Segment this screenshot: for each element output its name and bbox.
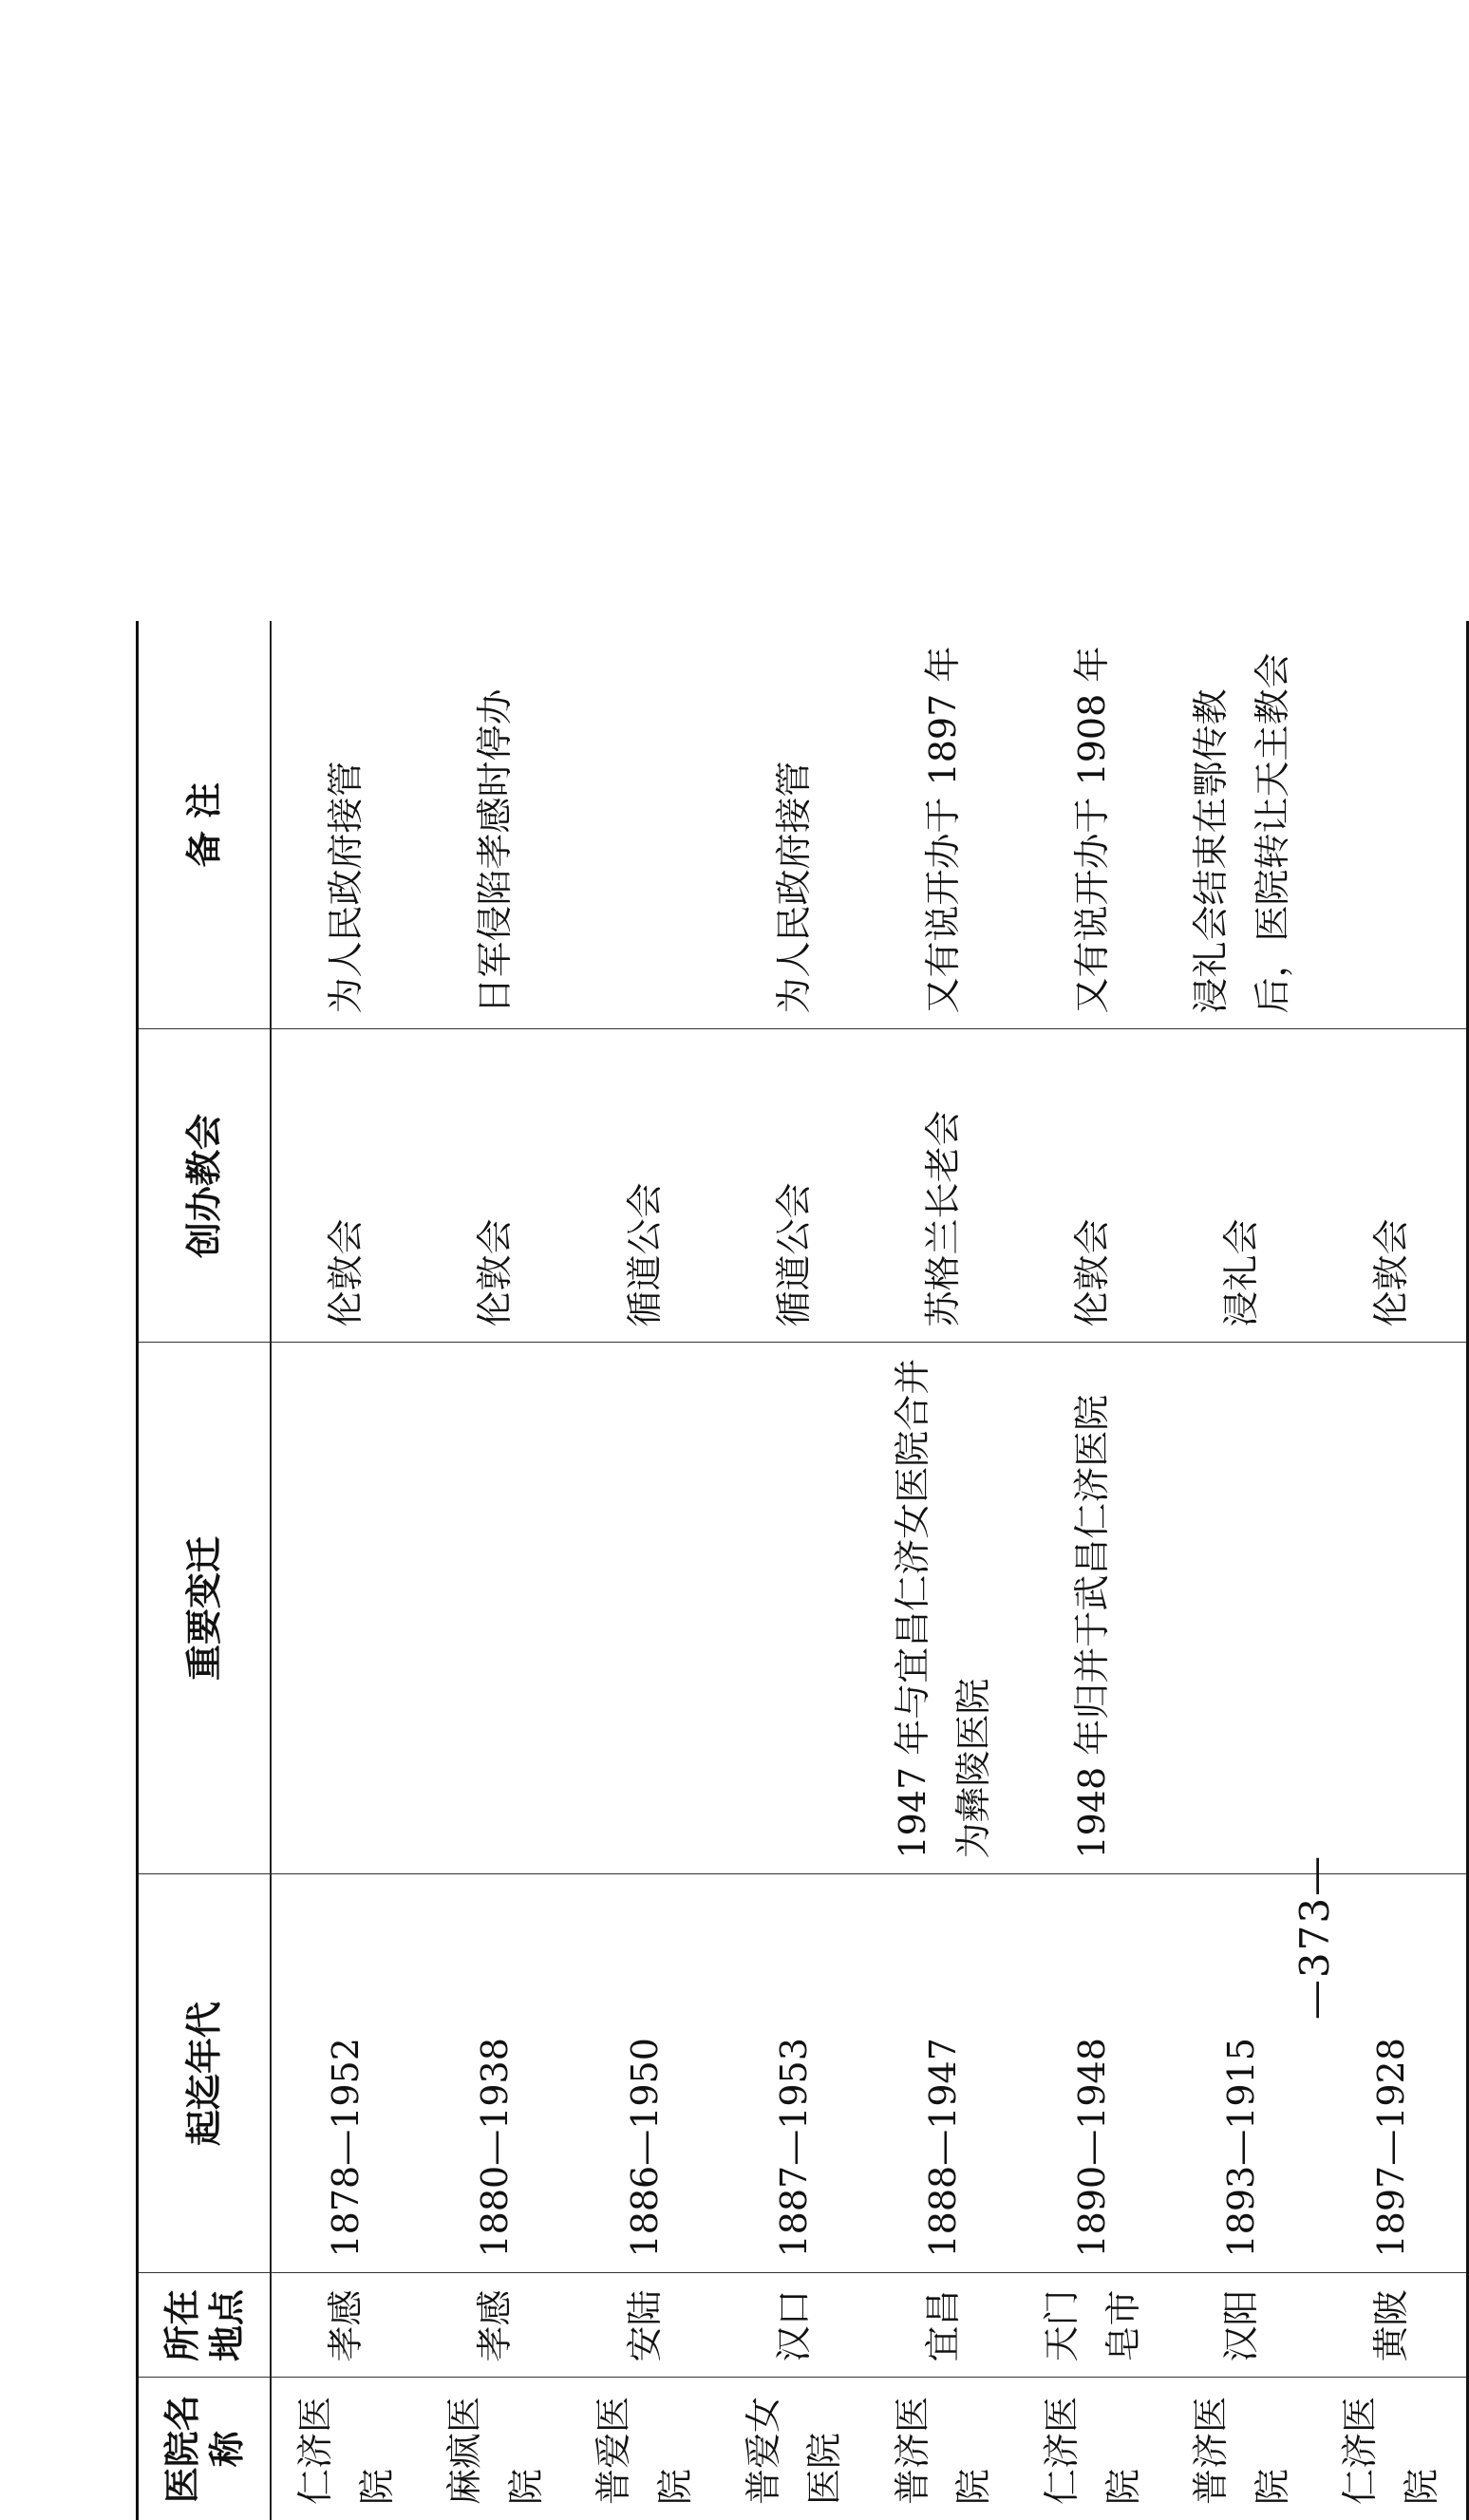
cell-notes: 日军侵陷孝感时停办 <box>421 621 570 1029</box>
cell-changes: 1947 年与宜昌仁济女医院合并为彝陵医院 <box>869 1343 1018 1874</box>
cell-notes <box>1316 621 1467 1029</box>
header-church: 创办教会 <box>138 1029 272 1343</box>
cell-period: 1897—1928 <box>1316 1874 1467 2273</box>
cell-name: 普济医院 <box>1167 2378 1316 2520</box>
table-header-row <box>138 621 272 2520</box>
cell-name: 仁济医院 <box>1316 2378 1467 2520</box>
header-notes: 备 注 <box>138 621 272 1029</box>
cell-notes: 为人民政府接管 <box>271 621 421 1029</box>
table-row <box>720 621 869 2520</box>
header-name: 医院名称 <box>138 2378 272 2520</box>
cell-church: 苏格兰长老会 <box>869 1029 1018 1343</box>
cell-period: 1888—1947 <box>869 1874 1018 2273</box>
cell-changes <box>271 1343 421 1874</box>
cell-church: 循道公会 <box>570 1029 719 1343</box>
cell-period: 1878—1952 <box>271 1874 421 2273</box>
cell-name: 仁济医院 <box>1018 2378 1167 2520</box>
cell-church: 伦敦会 <box>1018 1029 1167 1343</box>
cell-period: 1886—1950 <box>570 1874 719 2273</box>
cell-name: 普爱医院 <box>570 2378 719 2520</box>
header-location: 所在地点 <box>138 2273 272 2378</box>
table-row <box>421 621 570 2520</box>
header-changes: 重要变迁 <box>138 1343 272 1874</box>
cell-church: 伦敦会 <box>1316 1029 1467 1343</box>
cell-church: 浸礼会 <box>1167 1029 1316 1343</box>
cell-period: 1893—1915 <box>1167 1874 1316 2273</box>
cell-church: 伦敦会 <box>421 1029 570 1343</box>
cell-location: 黄陂 <box>1316 2273 1467 2378</box>
cell-period: 1880—1938 <box>421 1874 570 2273</box>
page-number <box>1291 1795 1348 2079</box>
table-row <box>271 621 421 2520</box>
table-row <box>570 621 719 2520</box>
cell-church: 循道公会 <box>720 1029 869 1343</box>
table-row <box>869 621 1018 2520</box>
cell-notes: 又有说开办于 1897 年 <box>869 621 1018 1029</box>
hospital-table <box>136 621 1469 2520</box>
cell-notes: 为人民政府接管 <box>720 621 869 1029</box>
cell-notes: 又有说开办于 1908 年 <box>1018 621 1167 1029</box>
cell-changes <box>421 1343 570 1874</box>
cell-location: 汉阳 <box>1167 2273 1316 2378</box>
header-period: 起迄年代 <box>138 1874 272 2273</box>
cell-location: 宜昌 <box>869 2273 1018 2378</box>
cell-changes <box>570 1343 719 1874</box>
page-number-value: 373 <box>1291 1895 1338 1979</box>
cell-changes <box>720 1343 869 1874</box>
cell-period: 1887—1953 <box>720 1874 869 2273</box>
table-row <box>1018 621 1167 2520</box>
cell-location: 孝感 <box>421 2273 570 2378</box>
cell-notes: 浸礼会结束在鄂传教后，医院转让天主教会 <box>1167 621 1316 1029</box>
cell-period: 1890—1948 <box>1018 1874 1167 2273</box>
cell-location: 天门皂市 <box>1018 2273 1167 2378</box>
cell-church: 伦敦会 <box>271 1029 421 1343</box>
cell-name: 普济医院 <box>869 2378 1018 2520</box>
cell-location: 安陆 <box>570 2273 719 2378</box>
cell-name: 普爱女医院 <box>720 2378 869 2520</box>
cell-changes: 1948 年归并于武昌仁济医院 <box>1018 1343 1167 1874</box>
cell-name: 麻疯医院 <box>421 2378 570 2520</box>
cell-location: 孝感 <box>271 2273 421 2378</box>
cell-name: 仁济医院 <box>271 2378 421 2520</box>
cell-location: 汉口 <box>720 2273 869 2378</box>
table-row <box>1167 621 1316 2520</box>
cell-notes <box>570 621 719 1029</box>
table-row <box>1316 621 1467 2520</box>
